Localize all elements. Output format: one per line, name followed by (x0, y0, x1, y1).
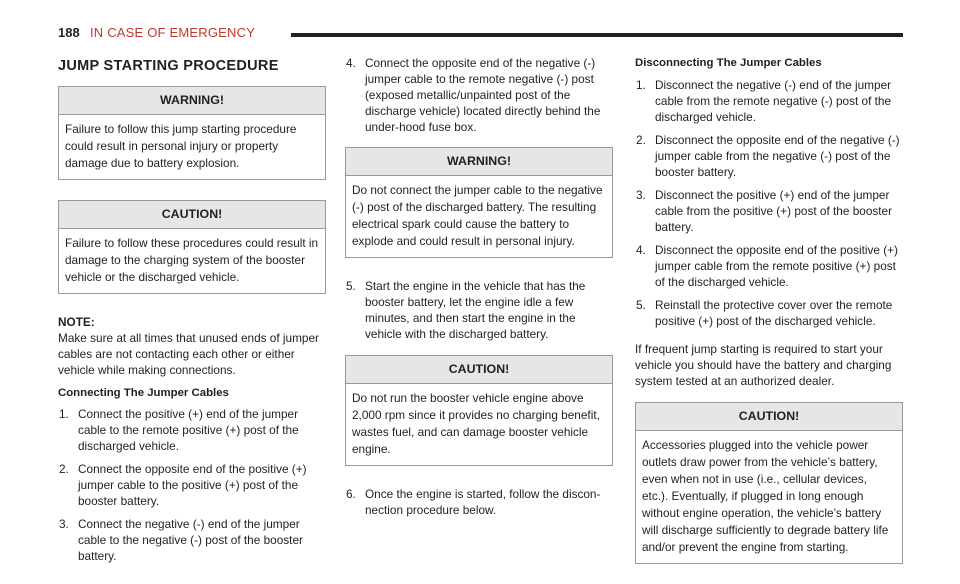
frequent-jump-text: If frequent jump starting is required to start your vehicle you should have the battery and charging system tested at an authorized dealer. (635, 342, 892, 388)
header-rule (291, 33, 903, 37)
list-item (345, 486, 613, 518)
step-text: Start the engine in the vehicle that has the booster battery, let the engine idle a few minutes, and then start the engine in the vehicle with the discharged battery. (365, 279, 586, 341)
warning-title: WARNING! (59, 87, 325, 115)
step-text: Once the engine is started, follow the discon-nection procedure below. (365, 487, 601, 517)
list-item (58, 406, 326, 454)
step-text: Reinstall the protective cover over the remote positive (+) post of the discharged vehicle. (655, 298, 893, 328)
list-item (58, 516, 326, 564)
step-number: 6. (346, 487, 356, 501)
step-number: 2. (636, 133, 646, 147)
warning-text: Failure to follow this jump starting procedure could result in personal injury or property damage due to battery explosion. (65, 122, 297, 170)
step-text: Connect the negative (-) end of the jumper cable to the negative (-) post of the booster battery. (78, 517, 303, 563)
list-item (635, 242, 903, 290)
step-number: 4. (636, 243, 646, 257)
disconnecting-heading: Disconnecting The Jumper Cables (635, 57, 822, 69)
step-text: Connect the opposite end of the negative (-) jumper cable to the remote negative (-) post (exposed metallic/unpainted post of the discharge vehicle) located directly behind the under-hood fuse box. (365, 56, 601, 134)
step-text: Disconnect the opposite end of the positive (+) jumper cable from the remote positive (+) post of the discharged vehicle. (655, 243, 898, 289)
caution-text: Do not run the booster vehicle engine above 2,000 rpm since it provides no charging benefit, wastes fuel, and can damage booster vehicle engine. (352, 391, 600, 456)
step-number: 1. (59, 407, 69, 421)
caution-text: Failure to follow these procedures could result in damage to the charging system of the booster vehicle or the discharged vehicle. (65, 236, 319, 284)
step-number: 5. (636, 298, 646, 312)
warning-title: WARNING! (346, 148, 612, 176)
step-number: 3. (636, 188, 646, 202)
step-text: Connect the positive (+) end of the jumper cable to the remote positive (+) post of the discharged vehicle. (78, 407, 299, 453)
step-number: 4. (346, 56, 356, 70)
connecting-steps-continued (345, 486, 613, 518)
caution-box (635, 402, 903, 564)
note-text: Make sure at all times that unused ends of jumper cables are not contacting each other or either vehicle while making connections. (58, 331, 319, 377)
disconnecting-steps (635, 77, 903, 329)
note-label: NOTE: (58, 315, 95, 329)
step-number: 2. (59, 462, 69, 476)
section-title: IN CASE OF EMERGENCY (90, 25, 256, 40)
list-item (345, 278, 613, 342)
column-1 (58, 55, 326, 571)
caution-text: Accessories plugged into the vehicle power outlets draw power from the vehicle’s battery, even when not in use (i.e., cellular devices, etc.). Eventually, if plugged in long enough without engine operation, the vehicle’s battery will discharge sufficiently to degrade battery life and/or prevent the engine from starting. (642, 438, 889, 554)
caution-box (58, 200, 326, 294)
connecting-heading: Connecting The Jumper Cables (58, 387, 229, 399)
caution-box (345, 355, 613, 466)
step-text: Disconnect the positive (+) end of the jumper cable from the positive (+) post of the booster battery. (655, 188, 893, 234)
page-title: JUMP STARTING PROCEDURE (58, 58, 279, 74)
warning-box (58, 86, 326, 180)
step-text: Connect the opposite end of the positive (+) jumper cable to the positive (+) post of the booster battery. (78, 462, 307, 508)
caution-title: CAUTION! (59, 201, 325, 229)
connecting-steps-continued (345, 278, 613, 342)
list-item (345, 55, 613, 135)
step-text: Disconnect the opposite end of the negative (-) jumper cable from the negative (-) post of the booster battery. (655, 133, 900, 179)
warning-box (345, 147, 613, 258)
column-2 (345, 55, 613, 525)
list-item (635, 77, 903, 125)
list-item (58, 461, 326, 509)
step-number: 5. (346, 279, 356, 293)
step-number: 1. (636, 78, 646, 92)
connecting-steps (58, 406, 326, 564)
caution-title: CAUTION! (636, 403, 902, 431)
page-number: 188 (58, 25, 80, 40)
step-text: Disconnect the negative (-) end of the jumper cable from the remote negative (-) post of the discharged vehicle. (655, 78, 892, 124)
connecting-steps-continued (345, 55, 613, 135)
caution-title: CAUTION! (346, 356, 612, 384)
column-3 (635, 55, 903, 584)
list-item (635, 132, 903, 180)
list-item (635, 297, 903, 329)
step-number: 3. (59, 517, 69, 531)
page-header (58, 25, 903, 45)
list-item (635, 187, 903, 235)
warning-text: Do not connect the jumper cable to the negative (-) post of the discharged battery. The resulting electrical spark could cause the battery to explode and could result in personal injury. (352, 183, 603, 248)
